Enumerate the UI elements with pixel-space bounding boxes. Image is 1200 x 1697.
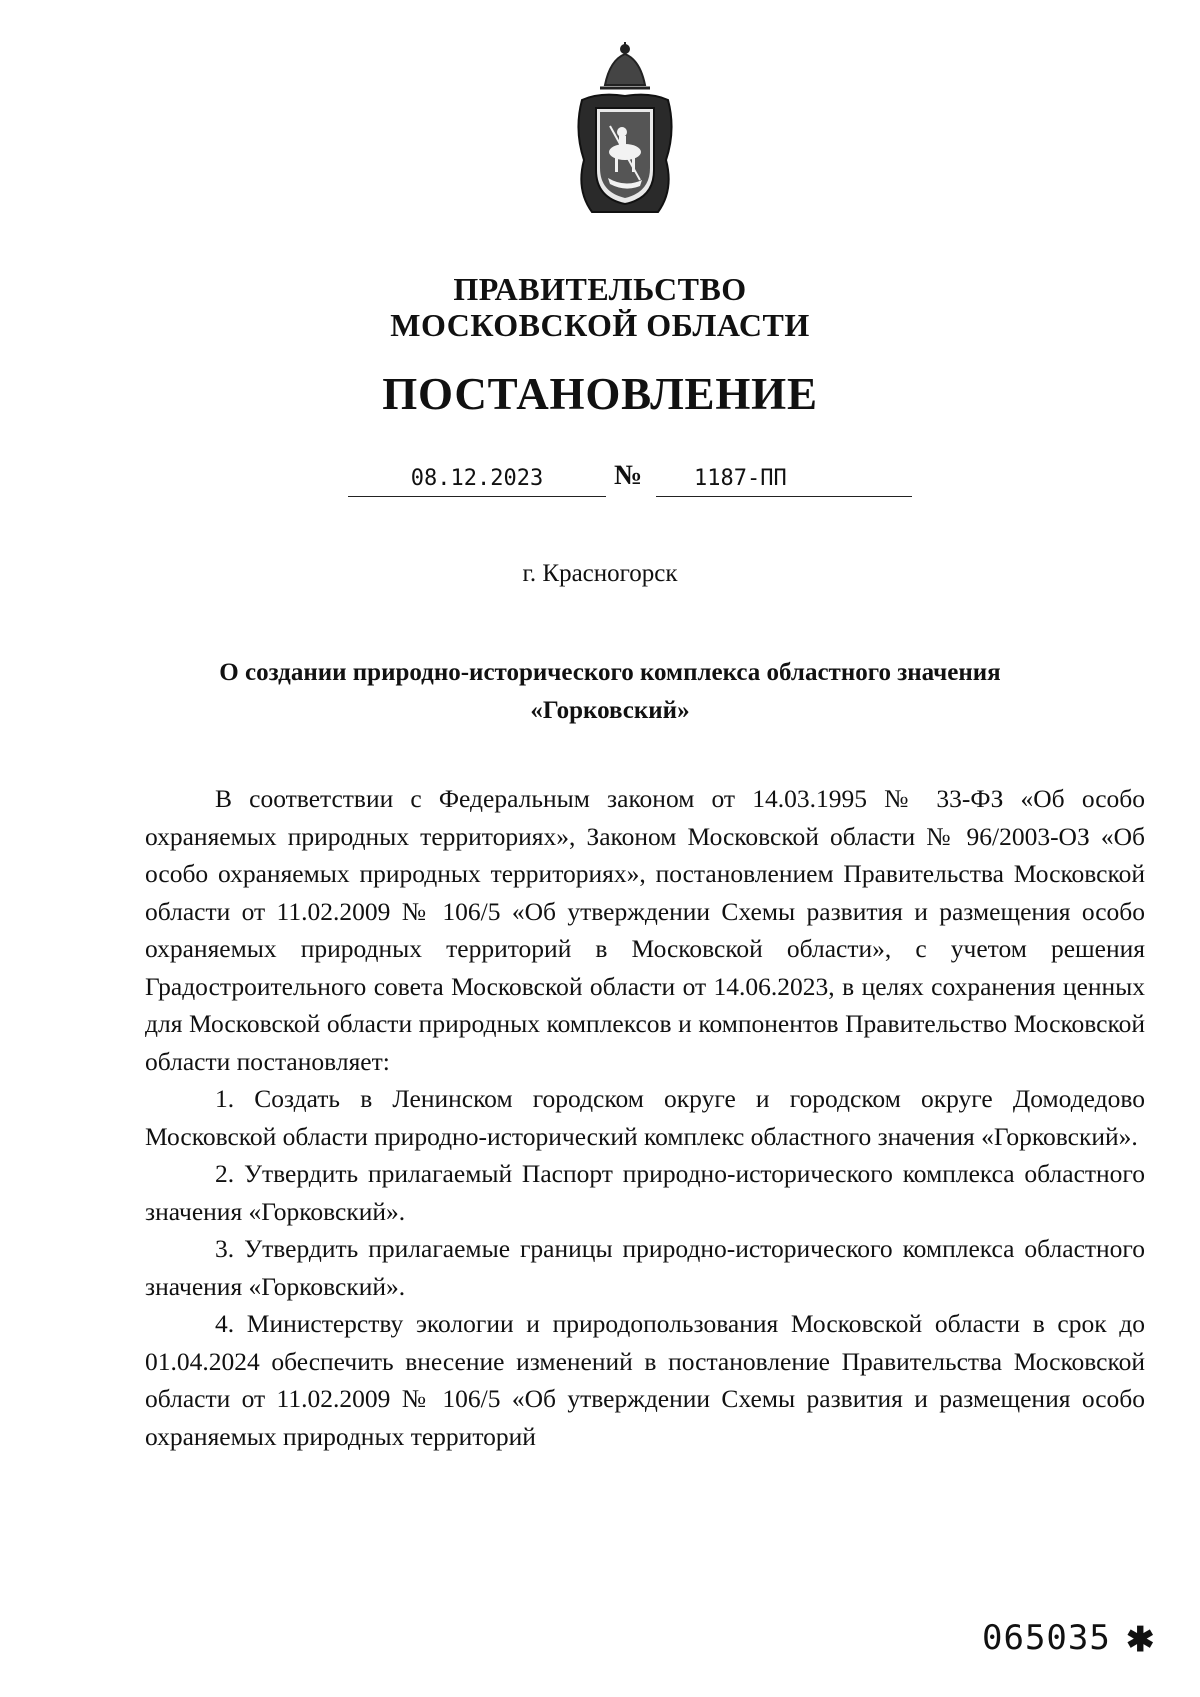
city: г. Красногорск — [522, 560, 678, 587]
subject-line2: «Горковский» — [530, 697, 690, 724]
document-body — [145, 780, 1145, 1455]
paragraph-item-1: 1. Создать в Ленинском городском округе и городском округе Домодедово Московской области природно-исторический комплекс областного значения «Горковский». — [145, 1084, 1145, 1151]
asterisk-mark-icon: ✱ — [1126, 1622, 1155, 1659]
number-sign: № — [614, 460, 643, 491]
document-subject — [140, 654, 1080, 730]
government-title-line2: МОСКОВСКОЙ ОБЛАСТИ — [390, 307, 810, 343]
paragraph-item-3: 3. Утвердить прилагаемые границы природно-исторического комплекса областного значения «Горковский». — [145, 1234, 1145, 1301]
subject-line1: О создании природно-исторического комплекса областного значения — [219, 659, 1001, 686]
paragraph-item-4: 4. Министерству экологии и природопользования Московской области в срок до 01.04.2024 обеспечить внесение изменений в постановление Правительства Московской области от 11.02.2009 № 106/5 «Об утверждении Схемы развития и размещения особо охраняемых природных территорий — [145, 1309, 1145, 1451]
coat-of-arms-icon — [570, 40, 680, 220]
document-type-title: ПОСТАНОВЛЕНИЕ — [382, 369, 818, 419]
government-title-line1: ПРАВИТЕЛЬСТВО — [453, 271, 747, 307]
document-number-field — [656, 462, 912, 497]
paragraph-item-2: 2. Утвердить прилагаемый Паспорт природно-исторического комплекса областного значения «Горковский». — [145, 1159, 1145, 1226]
serial-number: 065035 — [982, 1618, 1111, 1658]
document-number: 1187-ПП — [694, 466, 787, 491]
paragraph-preamble: В соответствии с Федеральным законом от 14.03.1995 № 33-ФЗ «Об особо охраняемых природных территориях», Законом Московской области № 96/2003-ОЗ «Об особо охраняемых природных территориях», постановлением Правительства Московской области от 11.02.2009 № 106/5 «Об утверждении Схемы развития и размещения особо охраняемых природных территорий в Московской области», с учетом решения Градостроительного совета Московской области от 14.06.2023, в целях сохранения ценных для Московской области природных комплексов и компонентов Правительство Московской области постановляет: — [145, 784, 1145, 1076]
document-date: 08.12.2023 — [348, 462, 606, 497]
